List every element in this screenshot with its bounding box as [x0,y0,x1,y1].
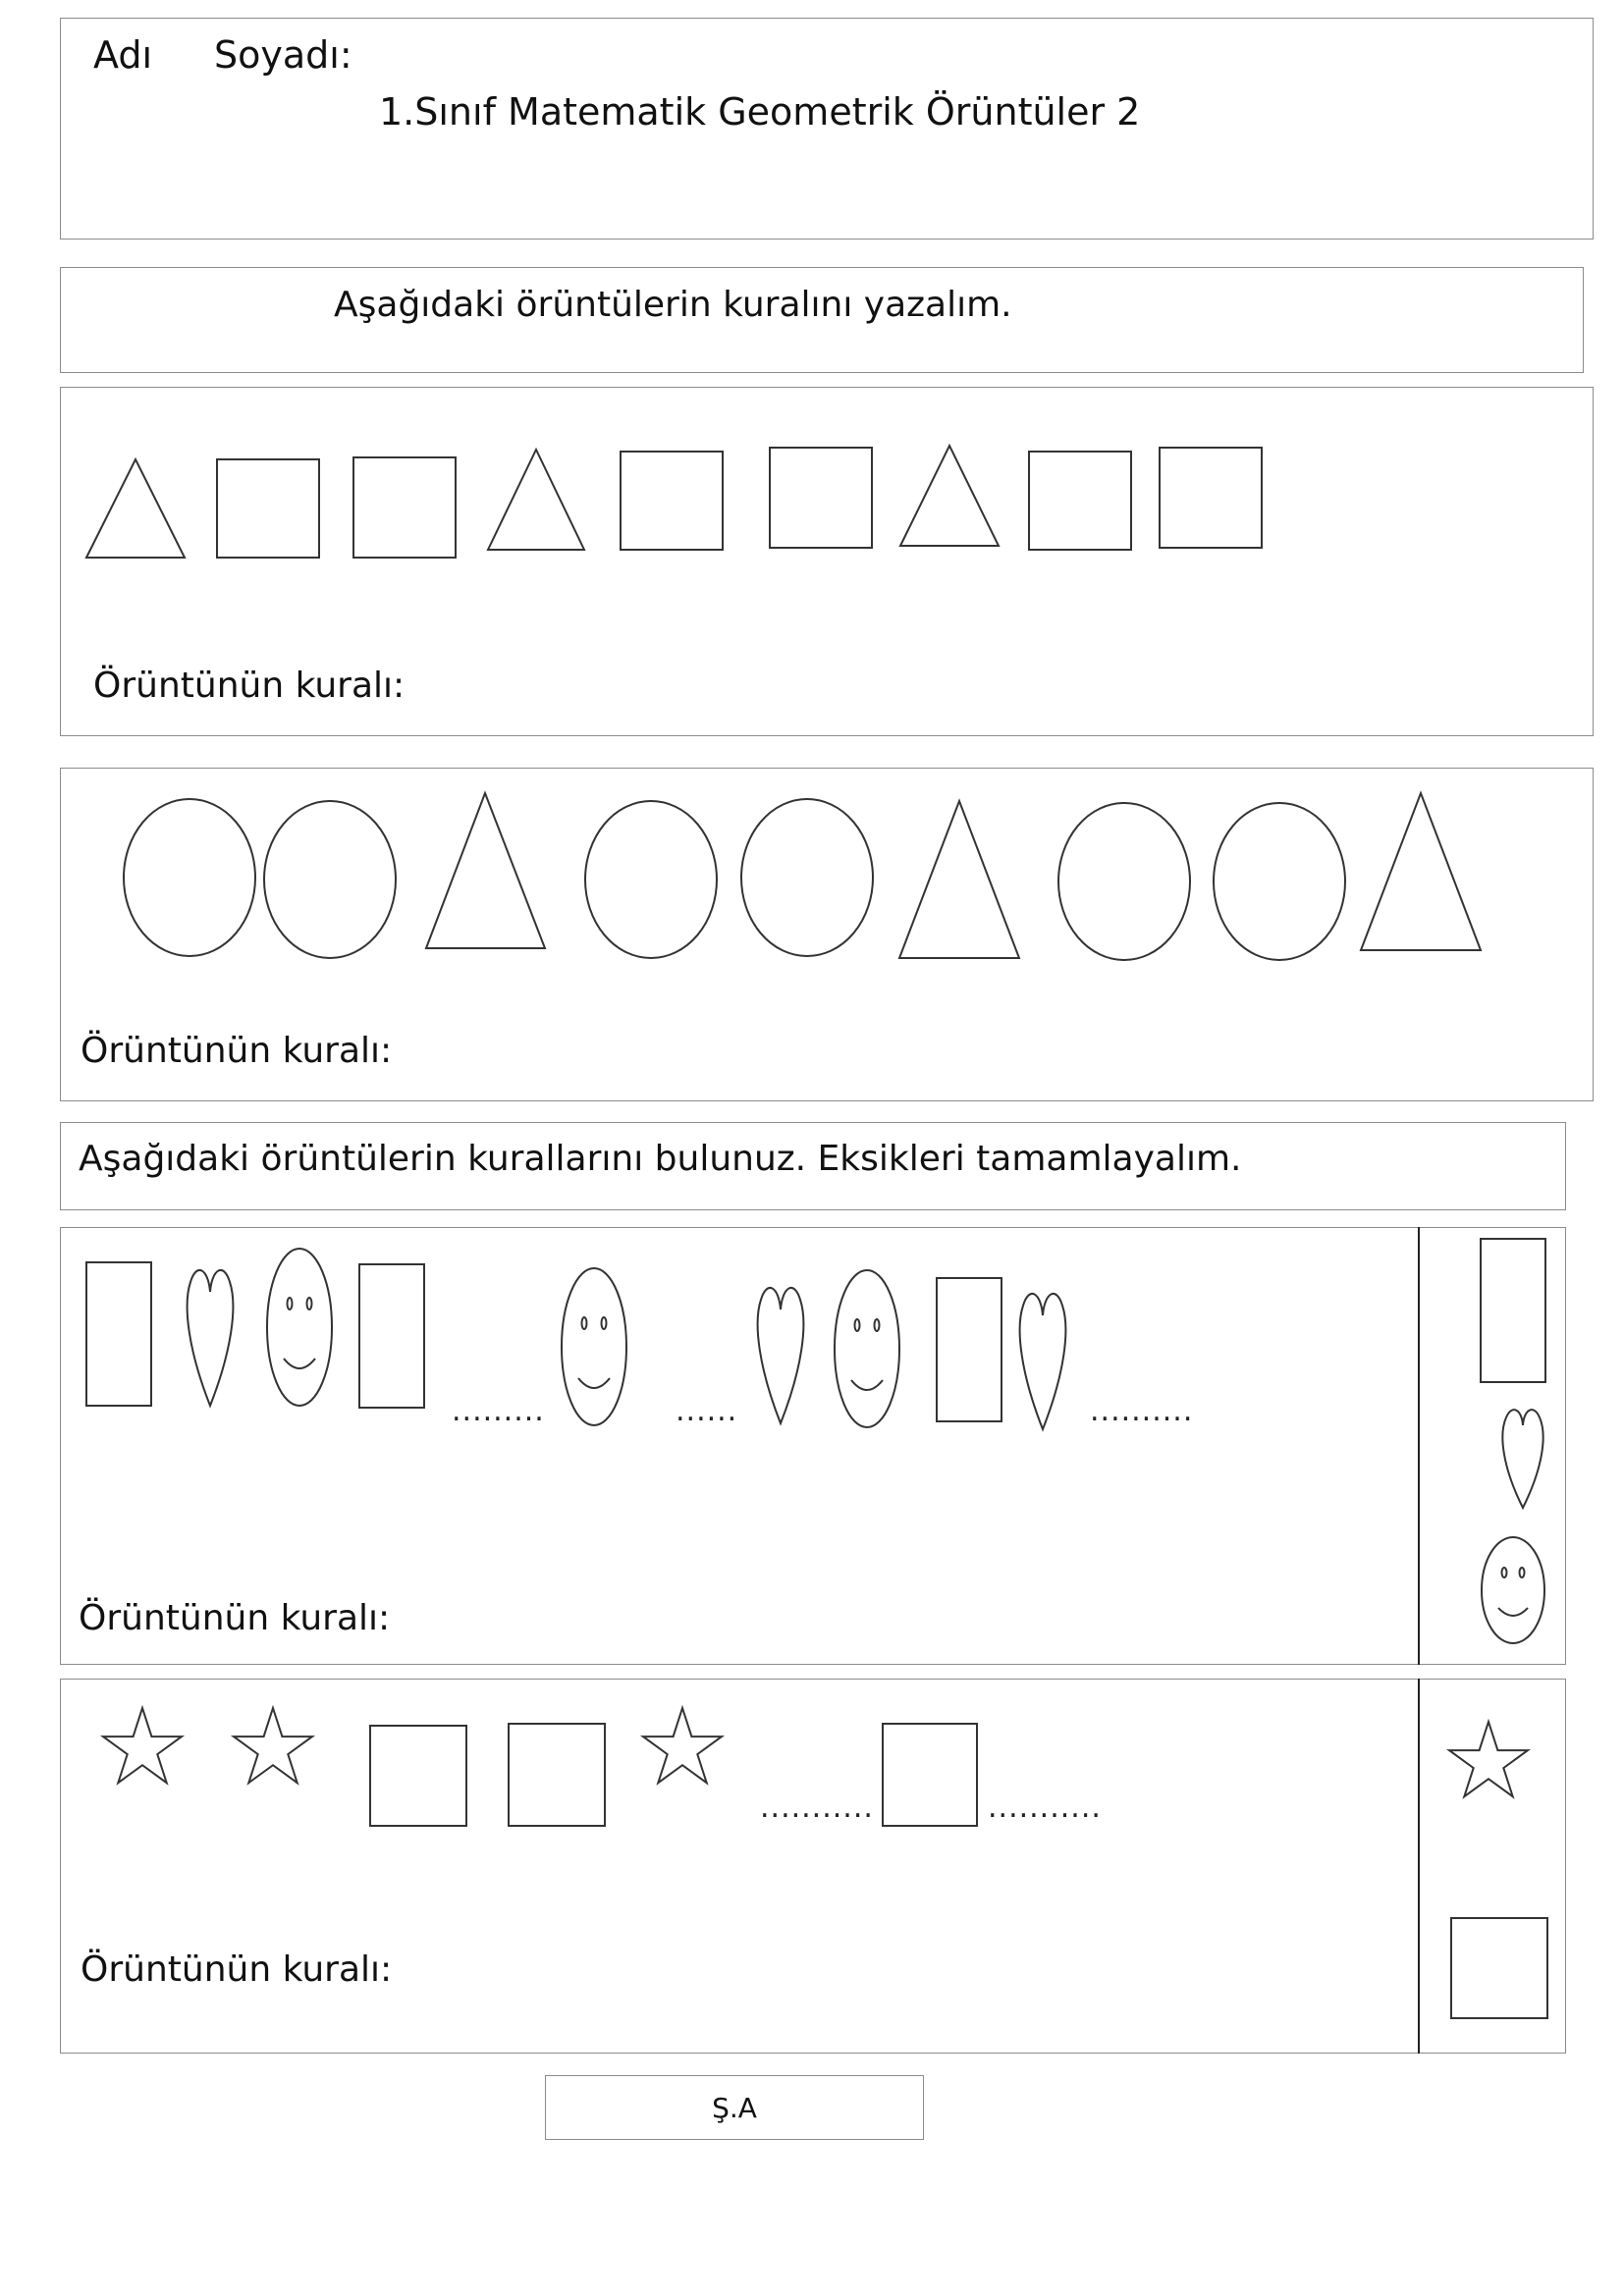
pattern-box-4 [60,1679,1566,2054]
instruction-1: Aşağıdaki örüntülerin kuralını yazalım. [334,285,1012,325]
blank-3-2[interactable]: ...... [676,1394,738,1428]
rule-label-1: Örüntünün kuralı: [93,666,406,706]
surname-label: Soyadı: [214,33,352,77]
name-label: Adı [93,33,153,77]
author-initials: Ş.A [712,2091,757,2124]
rule-label-4: Örüntünün kuralı: [81,1949,393,1990]
blank-3-3[interactable]: .......... [1090,1394,1194,1428]
blank-3-1[interactable]: ......... [452,1394,545,1428]
worksheet-title: 1.Sınıf Matematik Geometrik Örüntüler 2 [379,90,1141,133]
side-divider-3 [1418,1227,1420,1665]
instruction-2: Aşağıdaki örüntülerin kurallarını bulunuz. Eksikleri tamamlayalım. [79,1139,1242,1179]
side-divider-4 [1418,1679,1420,2054]
blank-4-1[interactable]: ........... [760,1790,874,1825]
rule-label-3: Örüntünün kuralı: [79,1598,391,1638]
blank-4-2[interactable]: ........... [988,1790,1102,1825]
rule-label-2: Örüntünün kuralı: [81,1031,393,1071]
author-box [545,2075,924,2140]
